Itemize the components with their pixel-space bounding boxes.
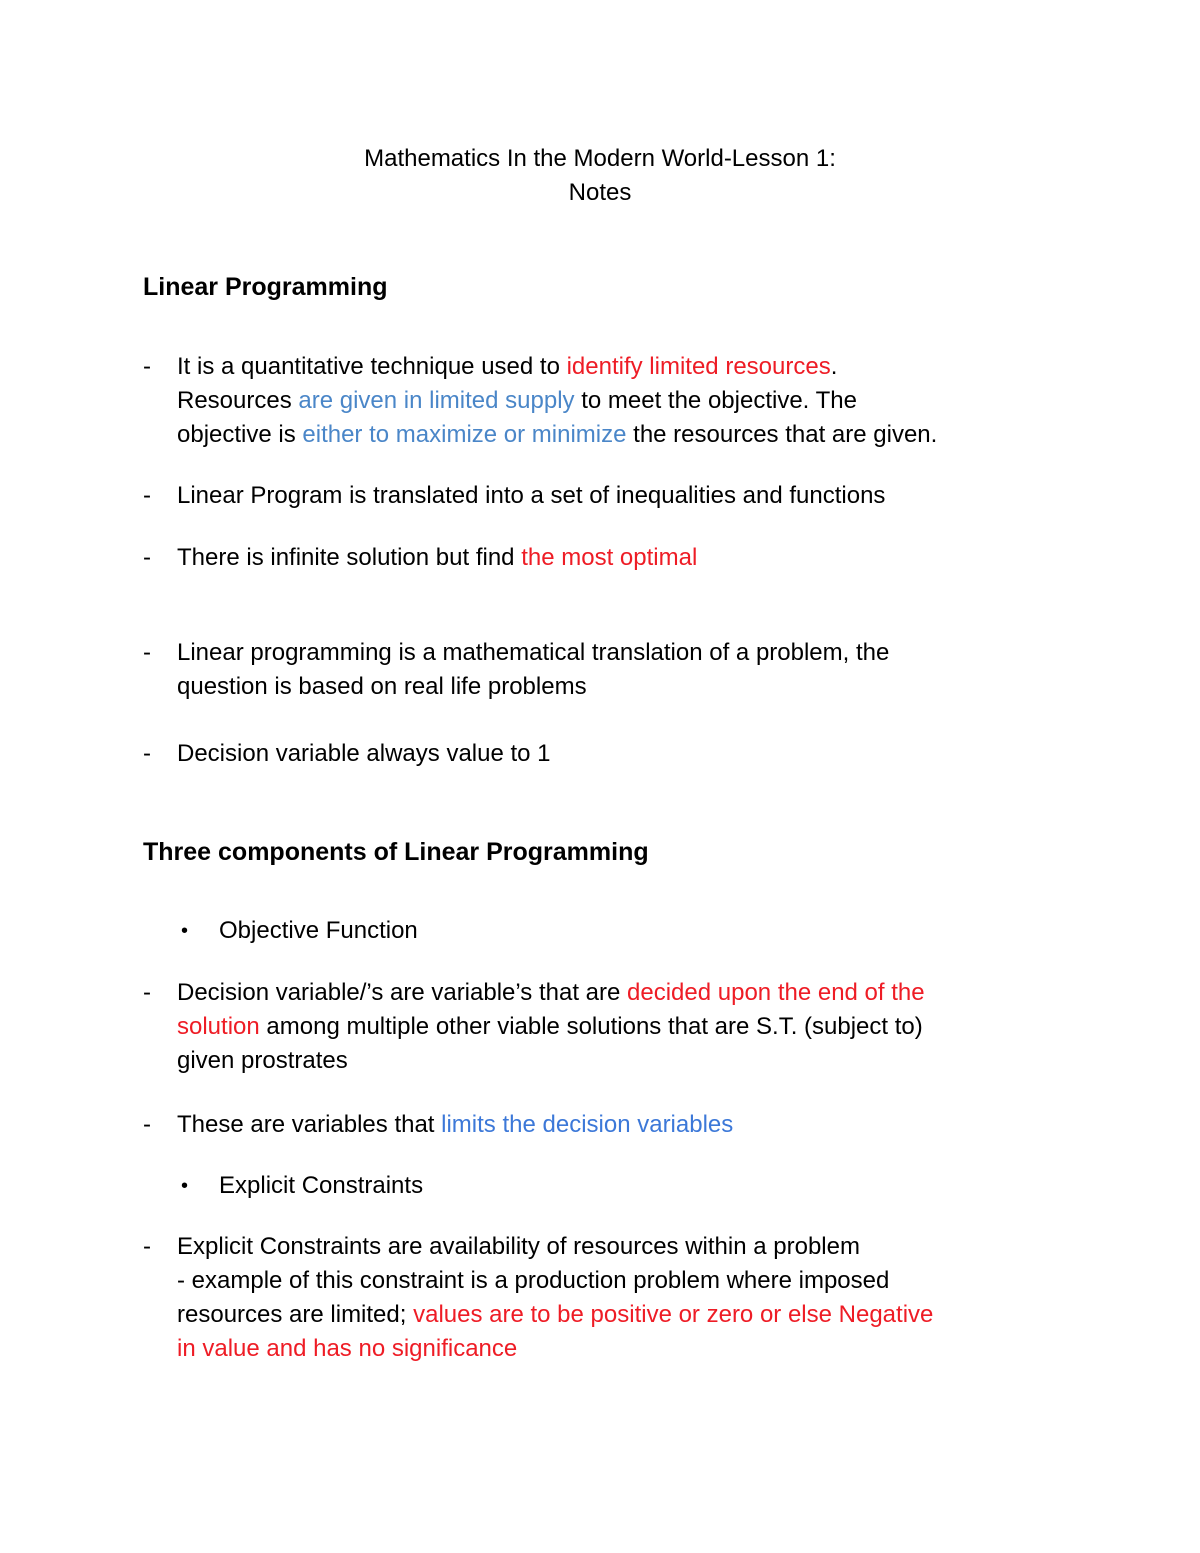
item-line: Linear Program is translated into a set of inequalities and functions xyxy=(177,482,886,509)
dash-marker: - xyxy=(143,740,151,767)
item-line: It is a quantitative technique used to identify limited resources. xyxy=(177,353,838,380)
document-title xyxy=(0,142,1200,210)
bullet-item-objective-function xyxy=(143,914,1063,948)
item-line: - example of this constraint is a production problem where imposed xyxy=(177,1267,890,1294)
title-line-2: Notes xyxy=(568,179,632,206)
item-line: resources are limited; values are to be positive or zero or else Negative xyxy=(177,1301,934,1328)
list-item xyxy=(143,479,1063,513)
list-item xyxy=(143,1108,1063,1142)
item-line: Decision variable/’s are variable’s that are decided upon the end of the xyxy=(177,979,925,1006)
list-item xyxy=(143,737,1063,771)
red-highlight: decided upon the end of the xyxy=(627,979,925,1006)
item-line: Linear programming is a mathematical translation of a problem, the xyxy=(177,639,890,666)
item-line: Decision variable always value to 1 xyxy=(177,740,551,767)
dash-marker: - xyxy=(143,353,151,380)
item-line: in value and has no significance xyxy=(177,1335,518,1362)
item-line: There is infinite solution but find the most optimal xyxy=(177,544,698,571)
blue-highlight: are given in limited supply xyxy=(298,387,575,414)
list-item xyxy=(143,541,1063,575)
list-item xyxy=(143,976,1063,1078)
item-line: Resources are given in limited supply to meet the objective. The xyxy=(177,387,857,414)
bullet-icon: • xyxy=(181,920,189,942)
dash-marker: - xyxy=(143,639,151,666)
dash-marker: - xyxy=(143,1111,151,1138)
item-line: solution among multiple other viable solutions that are S.T. (subject to) xyxy=(177,1013,923,1040)
list-item xyxy=(143,636,1063,704)
blue-highlight: limits the decision variables xyxy=(441,1111,734,1138)
dash-marker: - xyxy=(143,482,151,509)
dash-marker: - xyxy=(143,544,151,571)
title-line-1: Mathematics In the Modern World-Lesson 1: xyxy=(364,145,836,172)
red-highlight: values are to be positive or zero or else Negative xyxy=(413,1301,934,1328)
item-line: Explicit Constraints are availability of resources within a problem xyxy=(177,1233,860,1260)
bullet-icon: • xyxy=(181,1175,189,1197)
section-heading-three-components: Three components of Linear Programming xyxy=(143,838,649,866)
item-line: These are variables that limits the decision variables xyxy=(177,1111,734,1138)
bullet-item-explicit-constraints xyxy=(143,1169,1063,1203)
red-highlight: identify limited resources xyxy=(566,353,831,380)
item-line: question is based on real life problems xyxy=(177,673,587,700)
red-highlight: the most optimal xyxy=(521,544,698,571)
item-line: objective is either to maximize or minimize the resources that are given. xyxy=(177,421,938,448)
dash-marker: - xyxy=(143,979,151,1006)
list-item xyxy=(143,350,1063,452)
dash-marker: - xyxy=(143,1233,151,1260)
red-highlight: solution xyxy=(177,1013,260,1040)
item-line: Objective Function xyxy=(219,917,418,944)
section-heading-linear-programming: Linear Programming xyxy=(143,273,388,301)
item-line: Explicit Constraints xyxy=(219,1172,424,1199)
blue-highlight: either to maximize or minimize xyxy=(302,421,627,448)
item-line: given prostrates xyxy=(177,1047,348,1074)
list-item xyxy=(143,1230,1063,1366)
